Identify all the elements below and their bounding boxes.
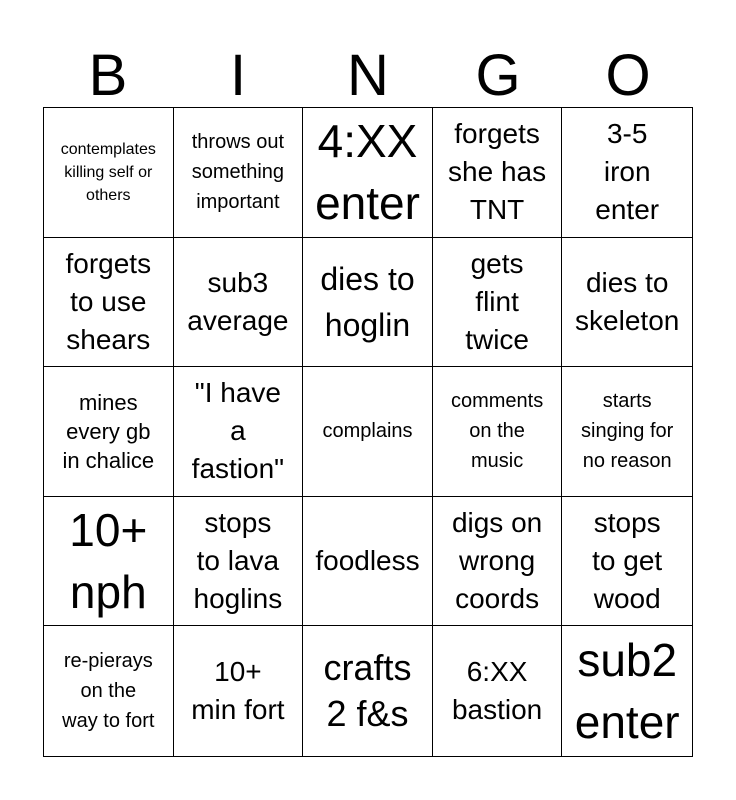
bingo-cell[interactable]: stops to lava hoglins xyxy=(174,497,304,627)
bingo-cell[interactable]: digs on wrong coords xyxy=(433,497,563,627)
bingo-cell[interactable]: sub2 enter xyxy=(574,634,680,749)
bingo-cell[interactable]: 10+ nph xyxy=(44,497,174,627)
bingo-cell[interactable]: throws out something important xyxy=(174,108,304,238)
header-letter-n: N xyxy=(347,43,389,108)
bingo-cell[interactable]: forgets she has TNT xyxy=(433,108,563,238)
bingo-cell[interactable]: "I have a fastion" xyxy=(174,367,304,497)
bingo-cell[interactable]: 6:XX bastion xyxy=(433,626,563,756)
header-letter-b: B xyxy=(88,43,128,108)
bingo-cell[interactable]: starts singing for no reason xyxy=(562,367,692,497)
bingo-cell[interactable]: crafts 2 f&s xyxy=(303,626,433,756)
bingo-cell[interactable]: stops to get wood xyxy=(562,497,692,627)
bingo-grid xyxy=(43,107,693,757)
bingo-cell[interactable]: forgets to use shears xyxy=(44,238,174,368)
header-letter-i: I xyxy=(229,43,247,108)
bingo-cell[interactable]: dies to skeleton xyxy=(562,238,692,368)
bingo-cell[interactable]: gets flint twice xyxy=(433,238,563,368)
bingo-cell[interactable]: foodless xyxy=(303,497,433,627)
bingo-cell[interactable]: 4:XX enter xyxy=(303,108,433,238)
bingo-header xyxy=(43,44,693,108)
bingo-cell[interactable]: dies to hoglin xyxy=(303,238,433,368)
bingo-cell[interactable]: 10+ min fort xyxy=(174,626,304,756)
header-letter-o: O xyxy=(605,43,651,108)
bingo-cell[interactable]: sub3 average xyxy=(174,238,304,368)
bingo-cell[interactable]: re-pierays on the way to fort xyxy=(44,626,174,756)
bingo-cell[interactable]: complains xyxy=(303,367,433,497)
bingo-cell[interactable]: 3-5 iron enter xyxy=(562,108,692,238)
header-letter-g: G xyxy=(475,43,521,108)
bingo-cell[interactable]: mines every gb in chalice xyxy=(44,367,174,497)
bingo-cell[interactable]: comments on the music xyxy=(433,367,563,497)
bingo-cell[interactable]: contemplates killing self or others xyxy=(44,108,174,238)
